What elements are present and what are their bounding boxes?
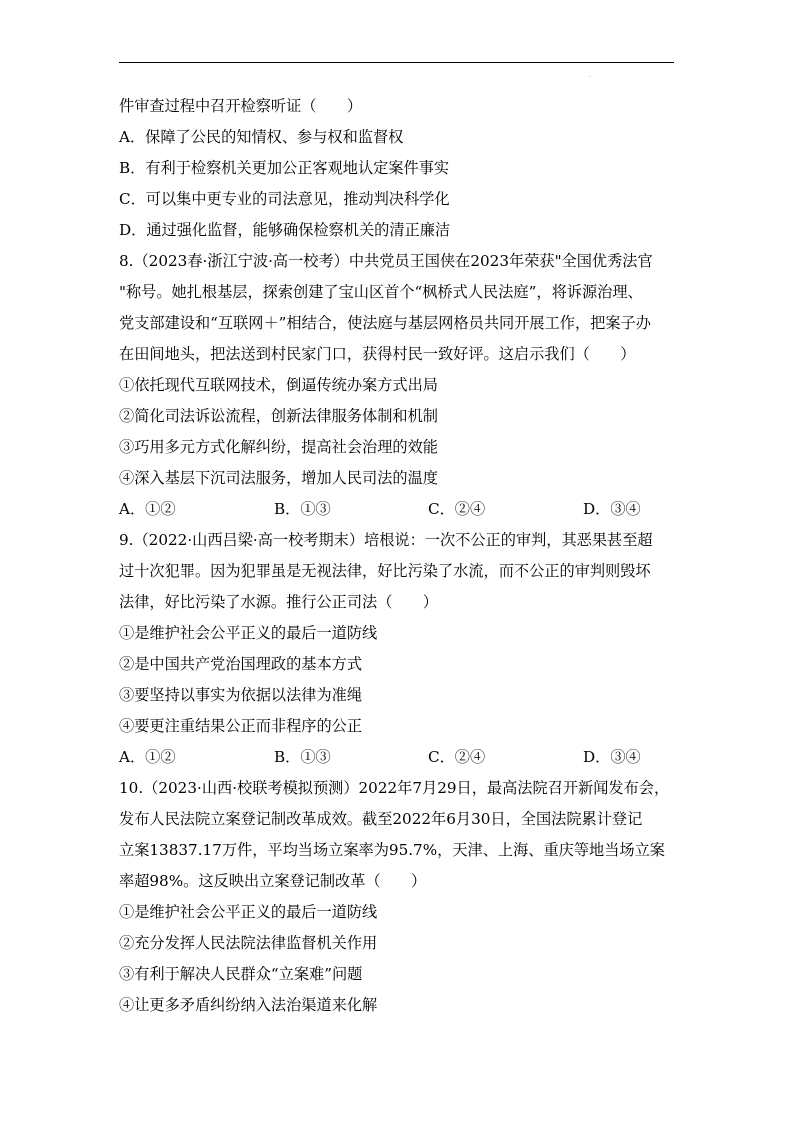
choice-d: D．③④ <box>583 500 641 518</box>
statement-2: ②简化司法诉讼流程，创新法律服务体制和机制 <box>119 407 438 425</box>
question-stem: 件审查过程中召开检察听证（ ） <box>119 97 362 115</box>
statement-3: ③有利于解决人民群众“立案难”问题 <box>119 965 363 983</box>
choice-row <box>119 742 679 773</box>
question-content <box>119 91 679 1021</box>
choice-c: C．②④ <box>428 748 486 766</box>
choice-b: B．①③ <box>274 500 331 518</box>
question-10 <box>119 773 679 1021</box>
statement-1: ①是维护社会公平正义的最后一道防线 <box>119 624 378 642</box>
statement-4: ④让更多矛盾纠纷纳入法治渠道来化解 <box>119 996 378 1014</box>
question-stem-line: 9.（2022·山西吕梁·高一校考期末）培根说：一次不公正的审判，其恶果甚至超 <box>119 531 653 549</box>
choice-b: B．①③ <box>274 748 331 766</box>
question-8 <box>119 246 679 525</box>
question-stem-line: 过十次犯罪。因为犯罪虽是无视法律，好比污染了水流，而不公正的审判则毁坏 <box>119 562 651 580</box>
option-b: B．有利于检察机关更加公正客观地认定案件事实 <box>119 159 450 177</box>
statement-4: ④深入基层下沉司法服务，增加人民司法的温度 <box>119 469 438 487</box>
question-stem-line: 立案13837.17万件，平均当场立案率为95.7%，天津、上海、重庆等地当场立案 <box>119 841 665 859</box>
statement-3: ③巧用多元方式化解纠纷，提高社会治理的效能 <box>119 438 438 456</box>
question-stem-line: 在田间地头，把法送到村民家门口，获得村民一致好评。这启示我们（ ） <box>119 345 636 363</box>
statement-1: ①是维护社会公平正义的最后一道防线 <box>119 903 378 921</box>
option-d: D．通过强化监督，能够确保检察机关的清正廉洁 <box>119 221 451 239</box>
statement-3: ③要坚持以事实为依据以法律为准绳 <box>119 686 362 704</box>
option-a: A．保障了公民的知情权、参与权和监督权 <box>119 128 404 146</box>
question-stem-line: 10.（2023·山西·校联考模拟预测）2022年7月29日，最高法院召开新闻发布会， <box>119 779 670 797</box>
option-c: C．可以集中更专业的司法意见，推动判决科学化 <box>119 190 450 208</box>
choice-c: C．②④ <box>428 500 486 518</box>
header-mark: · <box>589 74 591 81</box>
statement-4: ④要更注重结果公正而非程序的公正 <box>119 717 362 735</box>
statement-2: ②充分发挥人民法院法律监督机关作用 <box>119 934 378 952</box>
choice-d: D．③④ <box>583 748 641 766</box>
question-stem-line: 8.（2023春·浙江宁波·高一校考）中共党员王国侠在2023年荣获"全国优秀法官 <box>119 252 653 270</box>
choice-a: A．①② <box>119 500 176 518</box>
statement-1: ①依托现代互联网技术，倒逼传统办案方式出局 <box>119 376 438 394</box>
statement-2: ②是中国共产党治国理政的基本方式 <box>119 655 362 673</box>
header-rule <box>119 62 674 63</box>
question-stem-line: 法律，好比污染了水源。推行公正司法（ ） <box>119 593 438 611</box>
question-stem-line: "称号。她扎根基层，探索创建了宝山区首个“枫桥式人民法庭”，将诉源治理、 <box>119 283 643 301</box>
choice-a: A．①② <box>119 748 176 766</box>
question-7 <box>119 91 679 246</box>
question-stem-line: 党支部建设和“互联网＋”相结合，使法庭与基层网格员共同开展工作，把案子办 <box>119 314 651 332</box>
question-stem-line: 率超98%。这反映出立案登记制改革（ ） <box>119 872 427 890</box>
question-9 <box>119 525 679 773</box>
question-stem-line: 发布人民法院立案登记制改革成效。截至2022年6月30日，全国法院累计登记 <box>119 810 643 828</box>
choice-row <box>119 494 679 525</box>
